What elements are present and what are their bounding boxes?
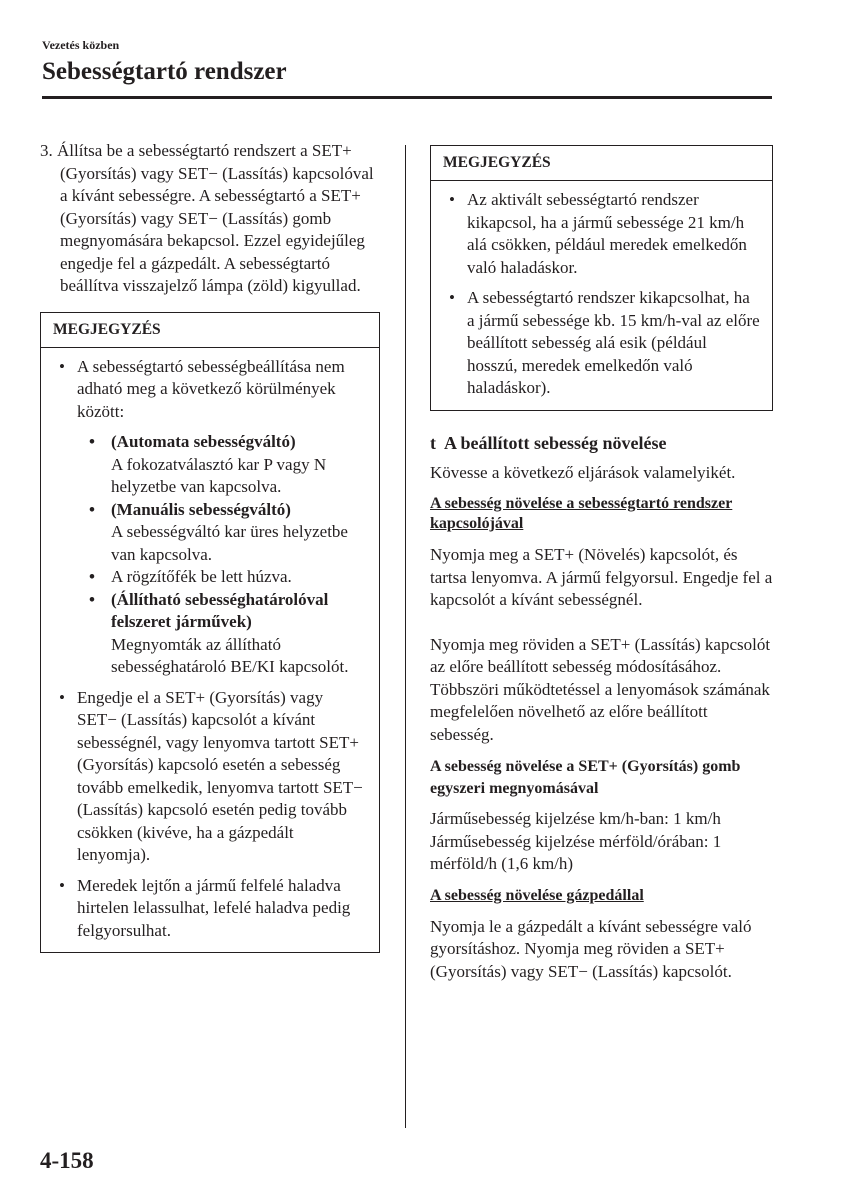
subheading-pedal: A sebesség növelése gázpedállal <box>430 886 644 904</box>
bullet-icon: • <box>59 875 65 895</box>
paragraph: Járműsebesség kijelzése km/h-ban: 1 km/h <box>430 809 721 828</box>
right-column <box>430 145 773 983</box>
bullet-icon: • <box>449 288 455 307</box>
page-number: 4-158 <box>40 1148 94 1173</box>
sub-bullet-text: A fokozatválasztó kar P vagy N helyzetbe van kapcsolva. <box>111 454 327 496</box>
paragraph: Nyomja meg röviden a SET+ (Lassítás) kapcsolót az előre beállított sebesség módosításához. Többszöri működtetéssel a lenyomások számának megfelelően növelhető az előre beállított sebesség. <box>430 634 771 744</box>
sub-bullet <box>53 431 367 499</box>
note-box-left <box>40 312 380 954</box>
intro-text: Kövesse a következő eljárások valamelyikét. <box>430 462 736 482</box>
section-label: Vezetés közben <box>42 38 120 52</box>
note-title: MEGJEGYZÉS <box>431 146 772 181</box>
note-box-right <box>430 145 773 411</box>
bullet-text: Az aktivált sebességtartó rendszer kikapcsol, ha a jármű sebessége 21 km/h alá csökken, például meredek emelkedőn való haladáskor. <box>467 190 747 277</box>
bullet-icon: • <box>59 356 65 376</box>
bullet-icon: • <box>59 687 65 707</box>
note-bullet <box>53 875 367 943</box>
note-bullet <box>53 356 367 424</box>
title-rule <box>42 96 772 99</box>
sub-bullet <box>53 589 367 679</box>
section-heading <box>430 433 773 454</box>
paragraph: Nyomja le a gázpedált a kívánt sebességre való gyorsításhoz. Nyomja meg röviden a SET+ (Gyorsítás) vagy SET− (Lassítás) kapcsolót. <box>430 916 752 981</box>
paragraph: Járműsebesség kijelzése mérföld/órában: 1 mérföld/h (1,6 km/h) <box>430 831 722 873</box>
sub-bullet <box>53 499 367 567</box>
sub-bullet-title: (Állítható sebességhatárolóval felszeret járművek) <box>111 589 329 631</box>
bullet-icon: • <box>89 589 95 609</box>
bullet-icon: • <box>449 190 455 209</box>
sub-bullet-text: A sebességváltó kar üres helyzetbe van kapcsolva. <box>111 522 348 564</box>
sub-bullet-title: (Manuális sebességváltó) <box>111 499 291 519</box>
subheading-single-press: A sebesség növelése a SET+ (Gyorsítás) gomb egyszeri megnyomásával <box>430 758 741 797</box>
note-body <box>41 348 379 953</box>
bullet-icon: • <box>89 567 95 586</box>
note-bullet <box>53 687 367 867</box>
heading-marker: t <box>430 432 436 453</box>
sub-bullet <box>53 566 367 589</box>
bullet-text: Engedje el a SET+ (Gyorsítás) vagy SET− (Lassítás) kapcsolót a kívánt sebességnél, vagy lenyomva tartott SET+ (Gyorsítás) kapcsoló esetén a sebesség tovább emelkedik, lenyomva tartott SET− (Lassítás) kapcsoló esetén pedig tovább csökken (kivéve, ha a gázpedált lenyomja). <box>77 687 363 864</box>
paragraph: Nyomja meg a SET+ (Növelés) kapcsolót, és tartsa lenyomva. A jármű felgyorsul. Engedje fel a kapcsolót a kívánt sebességnél. <box>430 545 773 609</box>
column-divider <box>405 145 406 1128</box>
bullet-icon: • <box>89 499 95 519</box>
left-column <box>40 140 380 953</box>
step-3: 3. Állítsa be a sebességtartó rendszert a SET+ (Gyorsítás) vagy SET− (Lassítás) kapcsolóval a kívánt sebességre. A sebességtartó a SET+ (Gyorsítás) vagy SET− (Lassítás) gomb megnyomására bekapcsol. Ezzel egyidejűleg engedje fel a gázpedált. A sebességtartó beállítva visszajelző lámpa (zöld) kigyullad. <box>40 141 374 295</box>
subheading-switch: A sebesség növelése a sebességtartó rendszer kapcsolójával <box>430 495 733 532</box>
sub-bullet-text: Megnyomták az állítható sebességhatároló BE/KI kapcsolót. <box>111 634 349 676</box>
note-bullet <box>443 189 760 279</box>
page-title: Sebességtartó rendszer <box>42 58 287 85</box>
bullet-text: A sebességtartó rendszer kikapcsolhat, ha a jármű sebessége kb. 15 km/h-val az előre beállított sebesség alá esik (például hosszú, meredek emelkedőn való haladáskor). <box>467 288 760 397</box>
heading-text: A beállított sebesség növelése <box>444 432 667 453</box>
sub-bullet-title: (Automata sebességváltó) <box>111 432 296 451</box>
note-body <box>431 181 772 410</box>
bullet-icon: • <box>89 432 95 451</box>
bullet-text: Meredek lejtőn a jármű felfelé haladva hirtelen lelassulhat, lefelé haladva pedig felgyorsulhat. <box>77 875 351 940</box>
note-bullet <box>443 287 760 400</box>
bullet-text: A sebességtartó sebességbeállítása nem adható meg a következő körülmények között: <box>77 356 345 421</box>
note-title: MEGJEGYZÉS <box>41 313 379 348</box>
sub-bullet-text: A rögzítőfék be lett húzva. <box>111 567 292 586</box>
